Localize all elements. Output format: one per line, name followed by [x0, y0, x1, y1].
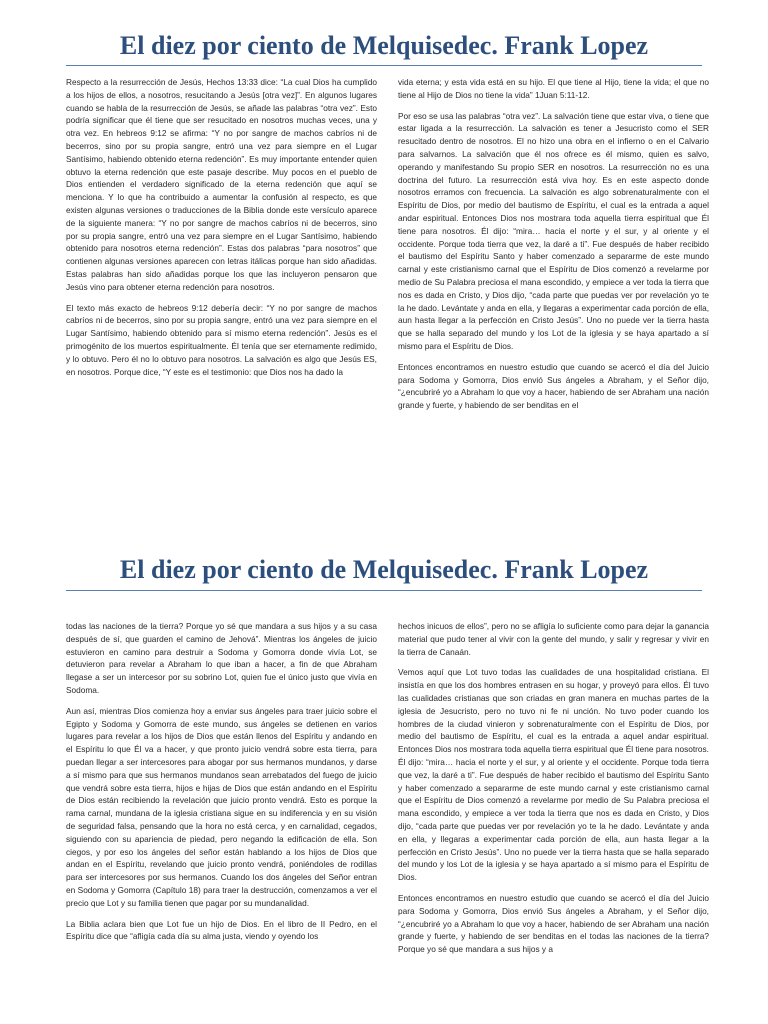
paragraph: La Biblia aclara bien que Lot fue un hijo de Dios. En el libro de II Pedro, en el Espíritu dice que “afligía cada día su alma justa, viendo y oyendo los [66, 918, 377, 942]
paragraph: Entonces encontramos en nuestro estudio que cuando se acercó el día del Juicio para Sodoma y Gomorra, Dios envió Sus ángeles a Abraham, y el Señor dijo, “¿encubriré yo a Abraham lo que voy a hacer, habiendo de ser Abraham una nación grande y fuerte, y habiendo de ser benditas en el todas las naciones de la tierra? Porque yo sé que mandara a sus hijos y a [398, 892, 709, 955]
paragraph: Entonces encontramos en nuestro estudio que cuando se acercó el día del Juicio para Sodoma y Gomorra, Dios envió Sus ángeles a Abraham, y el Señor dijo, “¿encubriré yo a Abraham lo que voy a hacer, habiendo de ser Abraham una nación grande y fuerte, y habiendo de ser benditas en el [398, 361, 709, 411]
text-column-left [66, 76, 377, 456]
paragraph: vida eterna; y esta vida está en su hijo. El que tiene al Hijo, tiene la vida; el que no tiene al Hijo de Dios no tiene la vida” 1Juan 5:11-12. [398, 77, 709, 100]
page-gap [0, 512, 768, 548]
paragraph: Vemos aquí que Lot tuvo todas las cualidades de una hospitalidad cristiana. El insistía en que los dos hombres entrasen en su hogar, y proveyó para ellos. Él tuvo las cualidades cristianas que son criadas en gran manera en muchas partes de la iglesia de Jesucristo, pero no tuvo ni fe ni unción. No tuvo poder cuando los hombres de la ciudad vinieron y sobrenaturalmente con el Espíritu de Dios, por medio del bautismo de Espíritu, el cual es la entrada a aquel andar espiritual. Entonces Dios nos mostrara toda aquella tierra espiritual que Él tiene para nosotros. Él dijo: “mira… hacia el norte y el sur, y al oriente y el occidente. Porque toda tierra que vez, la daré a ti”. Fue después de haber recibido el bautismo del Espíritu Santo y haber comenzado a separarme de este mundo carnal y este cristianismo carnal que el Espíritu de Dios comenzó a revelarme por medio de Su Palabra preciosa el mana escondido, y empiece a ver toda la tierra que nos es dada en Cristo, y Dios dijo, “cada parte que puedas ver por revelación yo te la he dado. Levántate y anda en ella, y llegaras a experimentar cada porción de ella, aun hasta llegar a la perfección en Cristo Jesús”. Uno no puede ver la tierra hasta que se halla separado del mundo y los Lot de la iglesia y se haya apartado a sí mismo para el Espíritu de Dios. [398, 667, 709, 883]
title-divider [66, 65, 702, 66]
paragraph: todas las naciones de la tierra? Porque yo sé que mandara a sus hijos y a su casa después de sí, que guarden el camino de Jehová”. Mientras los ángeles de juicio estuvieron en camino para destruir a Sodoma y Gomorra donde vivía Lot, se detuvieron para revelar a Abraham lo que iban a hacer, a fin de que Abraham llegase a ser un intercesor por su sobrino Lot, quien fue el único justo que vivía en Sodoma. [66, 621, 377, 695]
paragraph: Aun así, mientras Dios comienza hoy a enviar sus ángeles para traer juicio sobre el Egipto y Sodoma y Gomorra de este mundo, sus ángeles se detienen en varios lugares para revelar a los hijos de Dios que están llenos del Espíritu y andando en el Espíritu lo que Él va a hacer, y que pronto juicio vendrá sobre esta tierra, para puedan llegar a ser intercesores para abogar por sus hermanos mundanos, y darse a sí mismo para que sus hermanos mundanos sean arrebatados del fuego de juicio que vendrá sobre esta tierra, hijos e hijas de Dios que están andando en el Espíritu de Dios están recibiendo la revelación que juicio pronto vendrá. Esto es porque la rama carnal, mundana de la iglesia cristiana sigue en su indiferencia y en su visión de seguridad falsa, pensando que la hora no está cerca, y en carnalidad, cegados, siguiendo con su apariencia de piedad, pero negando la edificación de ella. Son ciegos, y por eso los ángeles del señor están hablando a los hijos de Dios que andan en el Espíritu, revelando que juicio pronto vendrá, poniéndoles de rodillas para ser intercesores por sus hermanos. Cuando los dos ángeles del Señor entran en Sodoma y Gomorra (Capítulo 18) para traer la destrucción, comenzamos a ver el precio que Lot y su familia tienen que pagar por su mundanalidad. [66, 705, 377, 908]
paragraph: El texto más exacto de hebreos 9:12 debería decir: “Y no por sangre de machos cabríos ni de becerros, sino por su propia sangre, entró una vez para siempre en el Lugar Santísimo, habiendo obtenido para sí mismo eterna redención”. Jesús es el primogénito de los muertos espiritualmente. Él tenía que ser eternamente redimido, y lo obtuvo. Pero él no lo obtuvo para nosotros. La salvación es algo que Jesús ES, en nosotros. Porque dice, “Y este es el testimonio: que Dios nos ha dado la [66, 302, 377, 377]
page-title: El diez por ciento de Melquisedec. Frank Lopez [119, 555, 649, 584]
text-column-right [398, 76, 709, 480]
text-column-right [398, 620, 709, 1024]
document-page-2 [0, 548, 768, 1024]
paragraph: Respecto a la resurrección de Jesús, Hechos 13:33 dice: “La cual Dios ha cumplido a los hijos de ellos, a nosotros, resucitando a Jesús [otra vez]”. En algunos lugares cuando se habla de la resurrección de Jesús, se añade las palabras “otra vez”. Esto podría significar que él tiene que ser resucitado en nosotros muchas veces, una y otra vez. En hebreos 9:12 se afirma: “Y no por sangre de machos cabríos ni de becerros, sino por su propia sangre, entró una vez para siempre en el Lugar Santísimo, habiendo obtenido eterna redención”. Es muy importante entender quien obtuvo la eterna redención que este pasaje describe. Muy pocos en el pueblo de Dios entienden el verdadero significado de la eterna redención que aquí se menciona. Y lo que ha contribuido a aumentar la confusión al respecto, es que existen algunas versiones o traducciones de la Biblia donde este versículo aparece de la siguiente manera: “Y no por sangre de machos cabríos ni de becerros, sino por su propia sangre, entró una vez para siempre en el Lugar Santísimo, habiendo obtenido para nosotros eterna redención”. Estas dos palabras “para nosotros” que contienen algunas versiones aparecen con letras itálicas porque han sido añadidas. Estas palabras han sido añadidas porque los que las incluyeron pensaron que Jesús vino para obtener eterna redención para nosotros. [66, 77, 377, 292]
paragraph: Por eso se usa las palabras “otra vez”. La salvación tiene que estar viva, o tiene que estar ligada a la resurrección. La salvación es tener a Jesucristo como el SER resucitado dentro de nosotros. El no hizo una obra en el infierno o en el Calvario para salvarnos. La salvación que él nos ofrece es él mismo, quien es salvo, operando y manifestando Su propio SER en nosotros. La resurrección no es una doctrina del futuro. La resurrección está viva hoy. Es en este aspecto donde nosotros erramos con frecuencia. La salvación es algo sobrenaturalmente con el Espíritu de Dios, por medio del bautismo de Espíritu, el cual es la entrada a aquel andar espiritual. Entonces Dios nos mostrara toda aquella tierra espiritual que Él tiene para nosotros. Él dijo: “mira… hacia el norte y el sur, y al oriente y el occidente. Porque toda tierra que vez, la daré a ti”. Fue después de haber recibido el bautismo del Espíritu Santo y haber comenzado a separarme de este mundo carnal y este cristianismo carnal que el Espíritu de Dios comenzó a revelarme por medio de Su Palabra preciosa el mana escondido, y empiece a ver toda la tierra que nos es dada en Cristo, y Dios dijo, “cada parte que puedas ver por revelación yo te la he dado. Levántate y anda en ella, y llegaras a experimentar cada porción de ella, aun hasta llegar a la perfección en Cristo Jesús”. Uno no puede ver la tierra hasta que se halla separado del mundo y los Lot de la iglesia y se haya apartado a sí mismo para el Espíritu de Dios. [398, 110, 709, 351]
page-title: El diez por ciento de Melquisedec. Frank Lopez [119, 31, 649, 60]
title-divider [66, 590, 702, 591]
paragraph: hechos inicuos de ellos”, pero no se afligía lo suficiente como para dejar la ganancia material que pudo tener al vivir con la gente del mundo, y salir y regresar y vivir en la tierra de Canaán. [398, 621, 709, 657]
text-column-left [66, 620, 377, 1024]
